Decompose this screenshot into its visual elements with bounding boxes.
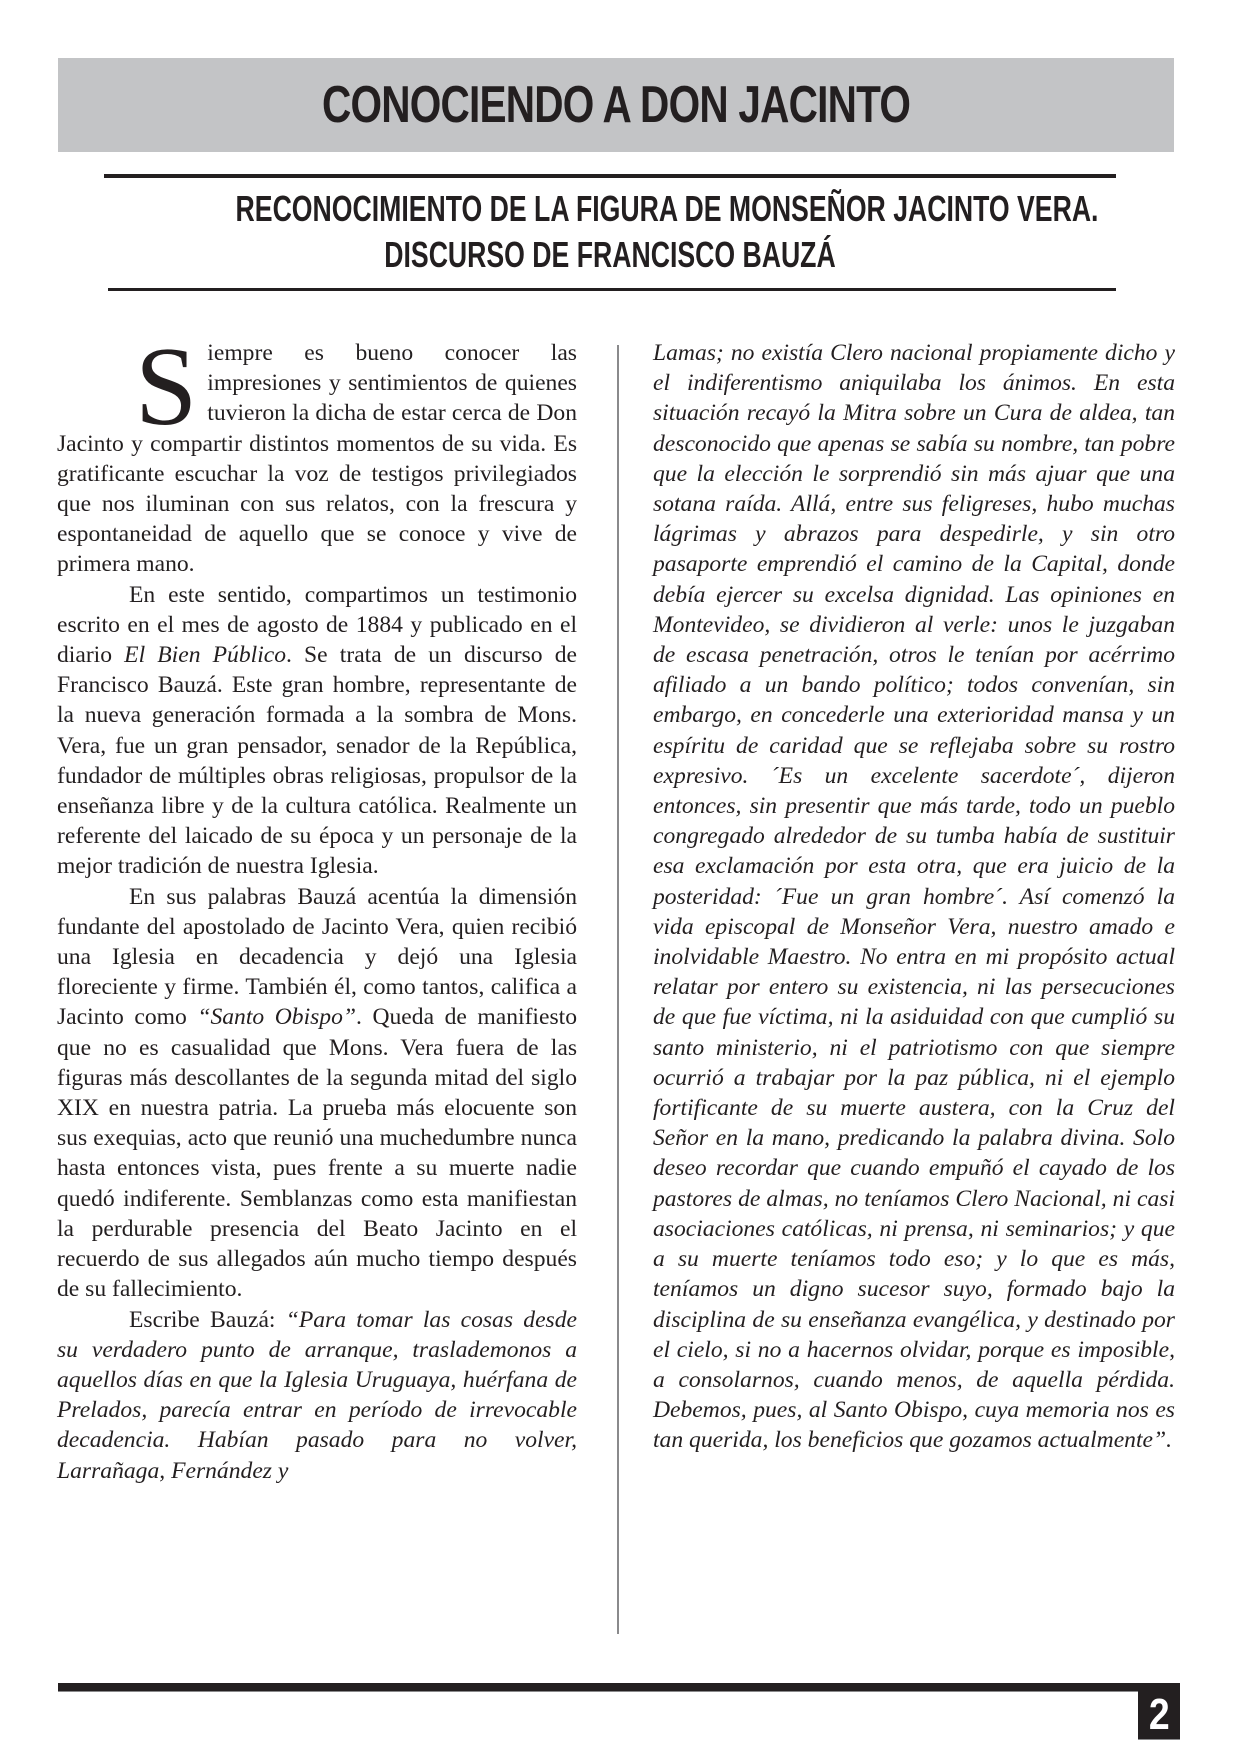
paragraph-4: [57, 1305, 577, 1486]
column-divider: [617, 345, 619, 1634]
newspaper-name: El Bien Público: [124, 642, 287, 669]
paragraph-1: [57, 325, 577, 580]
footer-rule: [58, 1683, 1180, 1692]
header-band: [58, 58, 1174, 152]
paragraph-2-text-a: En este sentido, compartimos un testimonio escrito en el mes de agosto de 1884 y publicado en el diario: [57, 581, 577, 669]
subtitle-rule-divider: [108, 288, 1116, 291]
right-column: [653, 338, 1175, 1456]
page-number-badge: [1138, 1691, 1180, 1740]
drop-cap: S: [135, 325, 198, 449]
subtitle-line-1: RECONOCIMIENTO DE LA FIGURA DE MONSEÑOR JACINTO VERA.: [235, 188, 1099, 229]
quoted-title: “Santo Obispo”: [197, 1004, 357, 1031]
paragraph-4-text-a: Escribe Bauzá:: [129, 1306, 286, 1333]
paragraph-2-text-b: . Se trata de un discurso de Francisco Bauzá. Este gran hombre, representante de la nueva generación formada a la sombra de Mons. Vera, fue un gran pensador, senador de la República, fundador de múltiples obras religiosas, propulsor de la enseñanza libre y de la cultura católica. Realmente un referente del laicado de su época y un personaje de la mejor tradición de nuestra Iglesia.: [57, 642, 577, 880]
paragraph-3-text-a: En sus palabras Bauzá acentúa la dimensión fundante del apostolado de Jacinto Vera, quien recibió una Iglesia en decadencia y dejó una Iglesia floreciente y firme. También él, como tantos, califica a Jacinto como: [57, 883, 577, 1031]
paragraph-3-text-b: . Queda de manifiesto que no es casualidad que Mons. Vera fuera de las figuras más descollantes de la segunda mitad del siglo XIX en nuestra patria. La prueba más elocuente son sus exequias, acto que reunió una muchedumbre nunca hasta entonces vista, pues frente a su muerte nadie quedó indiferente. Semblanzas como esta manifiestan la perdurable presencia del Beato Jacinto en el recuerdo de sus allegados aún mucho tiempo después de su fallecimiento.: [57, 1004, 577, 1303]
subtitle-line-2: DISCURSO DE FRANCISCO BAUZÁ: [384, 234, 836, 275]
left-column: [57, 325, 577, 1486]
quote-start: “Para tomar las cosas desde su verdadero punto de arranque, traslademonos a aquellos días en que la Iglesia Uruguaya, huérfana de Prelados, parecía entrar en período de irrevocable decadencia. Habían pasado para no volver, Larrañaga, Fernández y: [57, 1306, 577, 1484]
paragraph-2: [57, 580, 577, 882]
top-rule-divider: [104, 174, 1116, 178]
article-subtitle: [104, 186, 1116, 278]
quote-continuation: Lamas; no existía Clero nacional propiamente dicho y el indiferentismo aniquilaba los ánimos. En esta situación recayó la Mitra sobre un Cura de aldea, tan desconocido que apenas se sabía su nombre, tan pobre que la elección le sorprendió sin más ajuar que una sotana raída. Allá, entre sus feligreses, hubo muchas lágrimas y abrazos para despedirle, y sin otro pasaporte emprendió el camino de la Capital, donde debía ejercer su excelsa dignidad. Las opiniones en Montevideo, se dividieron al verle: unos le juzgaban de escasa penetración, otros le tenían por acérrimo afiliado a un bando político; todos convenían, sin embargo, en concederle una exterioridad mansa y un espíritu de caridad que se reflejaba sobre su rostro expresivo. ´Es un excelente sacerdote´, dijeron entonces, sin presentir que más tarde, todo un pueblo congregado alrededor de su tumba había de sustituir esa exclamación por esta otra, que era juicio de la posteridad: ´Fue un gran hombre´. Así comenzó la vida episcopal de Monseñor Vera, nuestro amado e inolvidable Maestro. No entra en mi propósito actual relatar por entero su existencia, ni las persecuciones de que fue víctima, ni la asiduidad con que cumplió su santo ministerio, ni el patriotismo con que siempre ocurrió a trabajar por la paz pública, ni el ejemplo fortificante de su muerte austera, con la Cruz del Señor en la mano, predicando la palabra divina. Solo deseo recordar que cuando empuñó el cayado de los pastores de almas, no teníamos Clero Nacional, ni casi asociaciones católicas, ni prensa, ni seminarios; y que a su muerte teníamos todo eso; y lo que es más, teníamos un digno sucesor suyo, formado bajo la disciplina de su enseñanza evangélica, y destinado por el cielo, si no a hacernos olvidar, porque es imposible, a consolarnos, cuando menos, de aquella pérdida. Debemos, pues, al Santo Obispo, cuya memoria nos es tan querida, los beneficios que gozamos actualmente”.: [653, 340, 1175, 1454]
page-number: 2: [1148, 1690, 1170, 1739]
section-title: CONOCIENDO A DON JACINTO: [321, 76, 911, 134]
paragraph-1-text: iempre es bueno conocer las impresiones y sentimientos de quienes tuvieron la dicha de estar cerca de Don Jacinto y compartir distintos momentos de su vida. Es gratificante escuchar la voz de testigos privilegiados que nos iluminan con sus relatos, con la frescura y espontaneidad de aquello que se conoce y vive de primera mano.: [57, 340, 577, 578]
paragraph-3: [57, 882, 577, 1305]
